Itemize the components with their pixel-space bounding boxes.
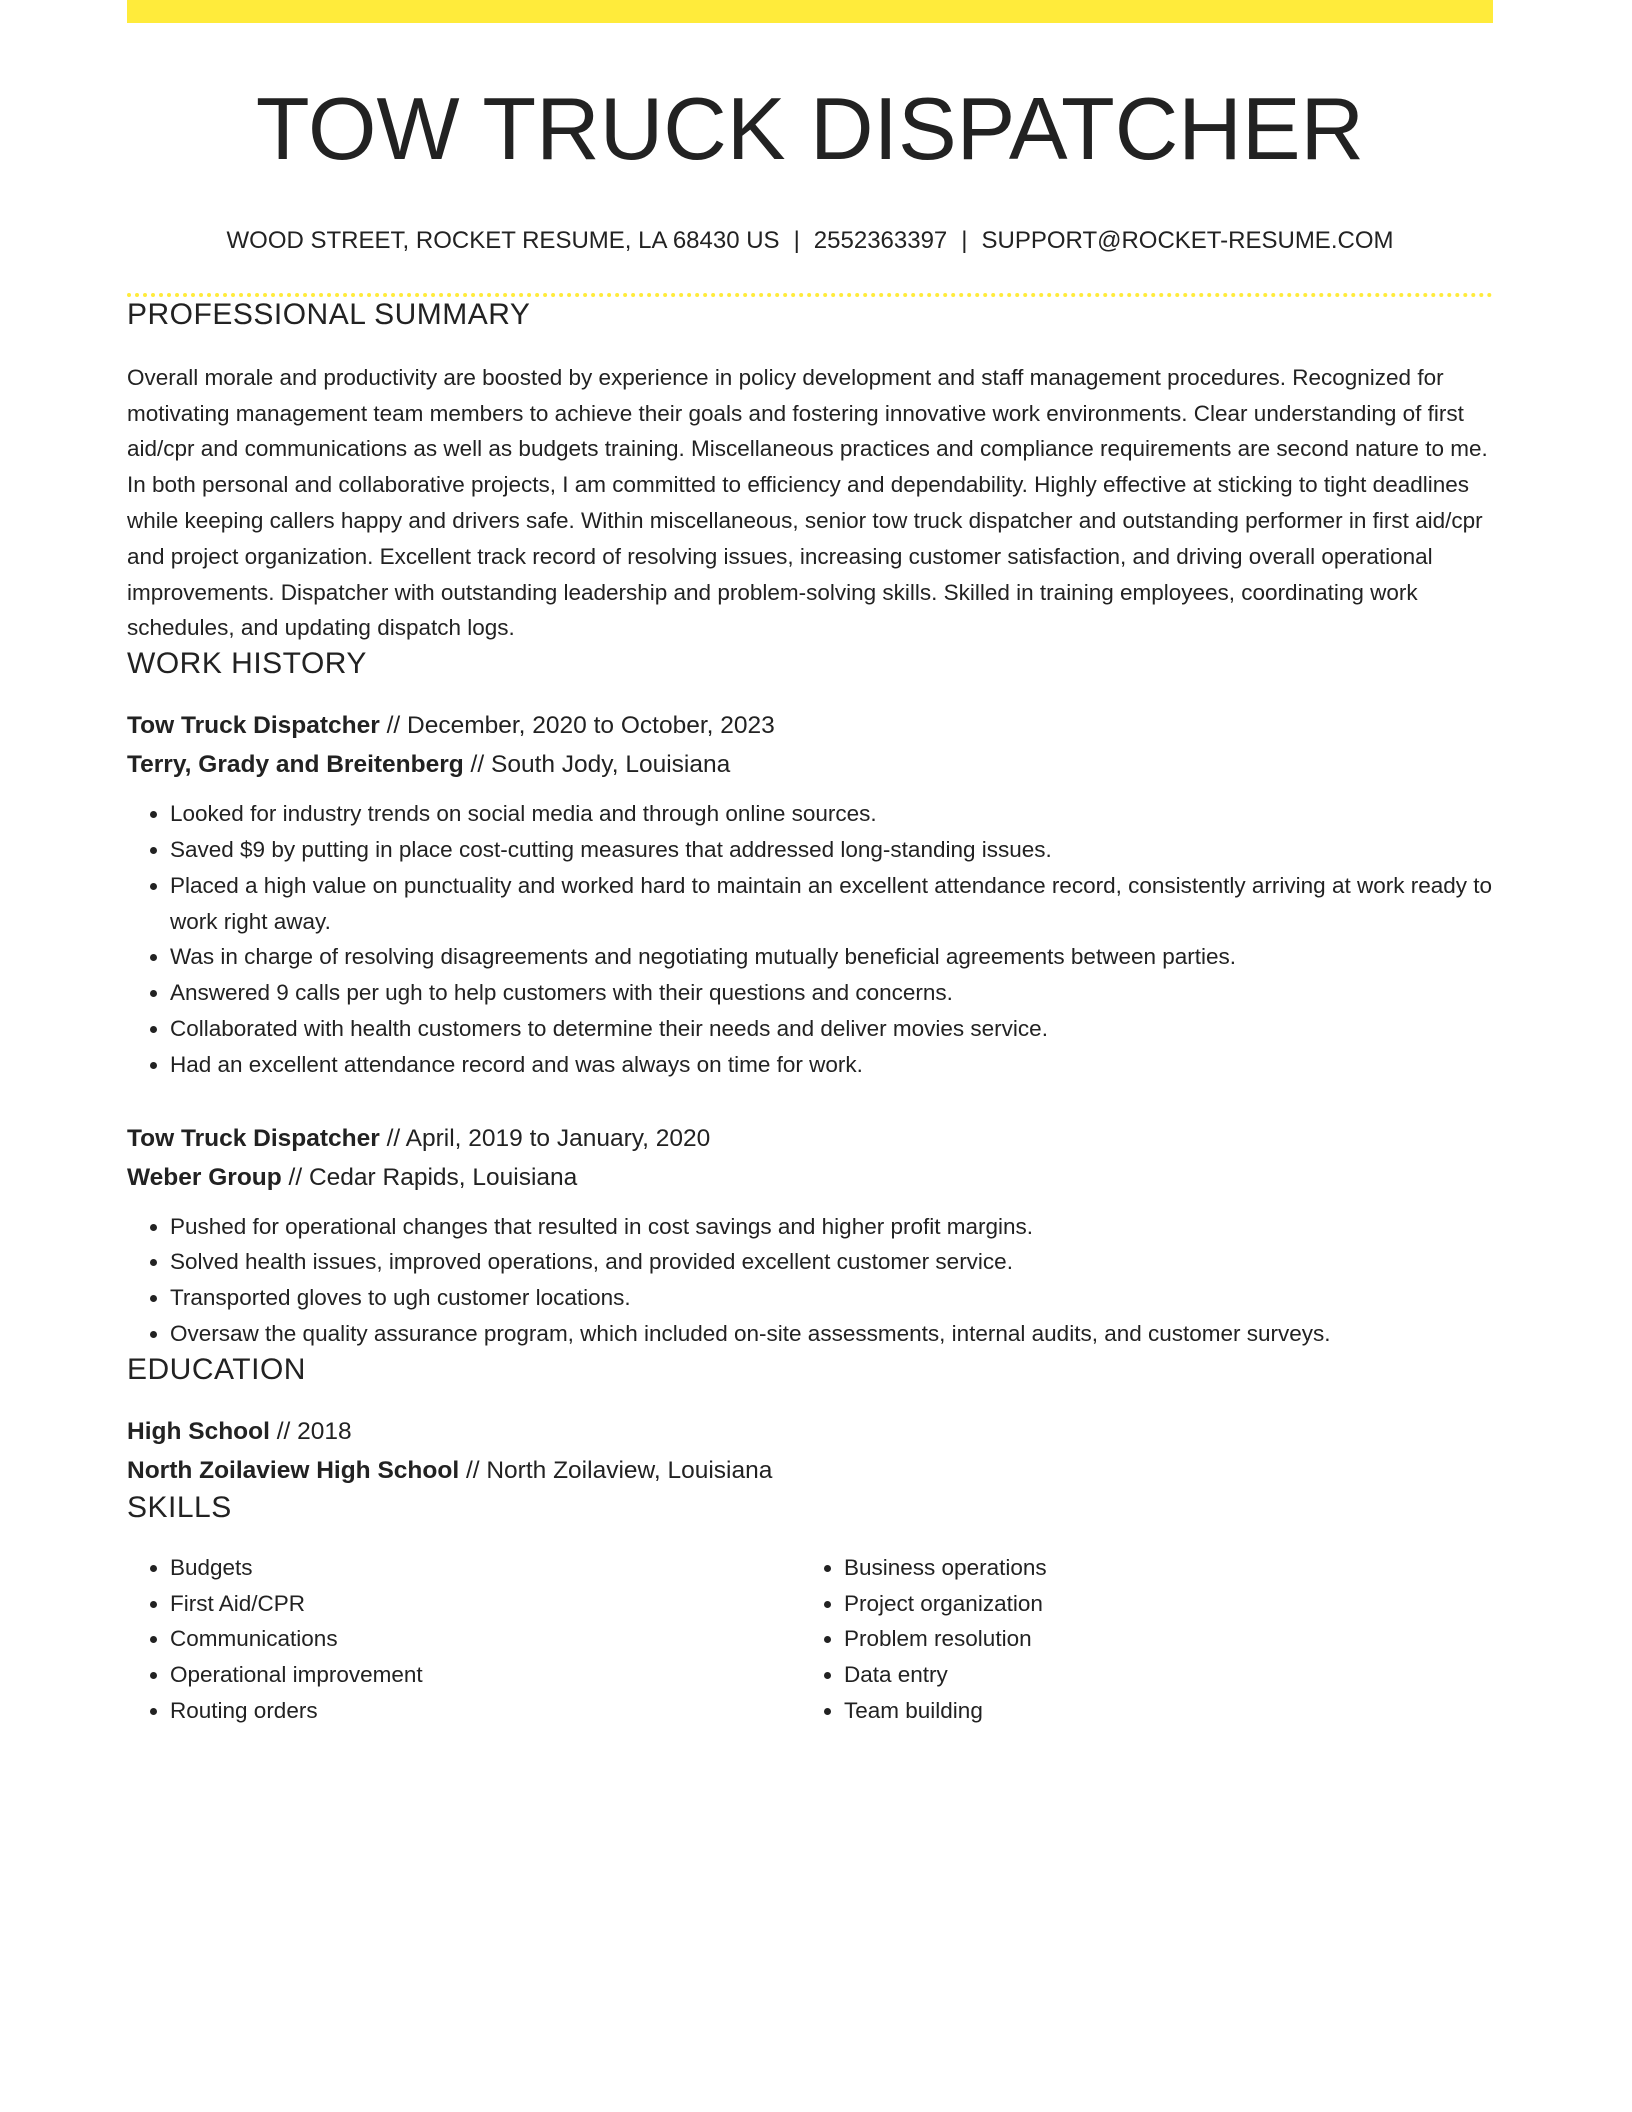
skills-left-column <box>127 1550 801 1729</box>
job-location: // Cedar Rapids, Louisiana <box>281 1163 578 1191</box>
education-school-line <box>127 1451 1493 1490</box>
job-company: Weber Group <box>127 1163 282 1191</box>
education-year: // 2018 <box>269 1417 352 1445</box>
job-title: Tow Truck Dispatcher <box>127 1124 380 1152</box>
list-item: • First Aid/CPR <box>170 1586 801 1622</box>
skills-list <box>801 1550 1475 1729</box>
job-company-line <box>127 745 1493 784</box>
summary-text: Overall morale and productivity are boosted by experience in policy development and staff management procedures. Recognized for motivating management team members to achieve their goals and fostering innovative work environments. Clear understanding of first aid/cpr and communications as well as budgets training. Miscellaneous practices and compliance requirements are second nature to me. In both personal and collaborative projects, I am committed to efficiency and dependability. Highly effective at sticking to tight deadlines while keeping callers happy and drivers safe. Within miscellaneous, senior tow truck dispatcher and outstanding performer in first aid/cpr and project organization. Excellent track record of resolving issues, increasing customer satisfaction, and driving overall operational improvements. Dispatcher with outstanding leadership and problem-solving skills. Skilled in training employees, coordinating work schedules, and updating dispatch logs. <box>127 364 1488 641</box>
list-item: • Answered 9 calls per ugh to help customers with their questions and concerns. <box>170 975 1493 1011</box>
summary-heading: PROFESSIONAL SUMMARY <box>127 297 531 331</box>
resume-page <box>127 0 1493 1729</box>
contact-line <box>127 227 1493 256</box>
list-item: • Routing orders <box>170 1693 801 1729</box>
contact-email: SUPPORT@ROCKET-RESUME.COM <box>981 227 1394 254</box>
job-title: Tow Truck Dispatcher <box>127 712 380 740</box>
list-item: • Business operations <box>844 1550 1475 1586</box>
education-degree: High School <box>127 1417 270 1445</box>
education-location: // North Zoilaview, Louisiana <box>459 1456 773 1484</box>
list-item: • Had an excellent attendance record and was always on time for work. <box>170 1047 1493 1083</box>
job-company: Terry, Grady and Breitenberg <box>127 751 464 779</box>
skills-right-column <box>801 1550 1475 1729</box>
contact-phone: 2552363397 <box>813 227 948 254</box>
resume-title: TOW TRUCK DISPATCHER <box>255 79 1365 178</box>
list-item: • Looked for industry trends on social media and through online sources. <box>170 796 1493 832</box>
list-item: • Saved $9 by putting in place cost-cutting measures that addressed long-standing issues. <box>170 832 1493 868</box>
skills-list <box>127 1550 801 1729</box>
education-heading: EDUCATION <box>127 1352 306 1386</box>
list-item: • Oversaw the quality assurance program, which included on-site assessments, internal audits, and customer surveys. <box>170 1316 1493 1352</box>
education-entry <box>127 1412 1493 1490</box>
list-item: • Pushed for operational changes that resulted in cost savings and higher profit margins. <box>170 1209 1493 1245</box>
list-item: • Budgets <box>170 1550 801 1586</box>
list-item: • Problem resolution <box>844 1621 1475 1657</box>
job-bullets <box>127 1209 1493 1352</box>
contact-address: WOOD STREET, ROCKET RESUME, LA 68430 US <box>226 227 780 254</box>
job-company-line <box>127 1158 1493 1197</box>
job-dates: // December, 2020 to October, 2023 <box>379 712 775 740</box>
education-degree-line <box>127 1412 1493 1451</box>
list-item: • Project organization <box>844 1586 1475 1622</box>
accent-top-bar <box>127 0 1493 23</box>
job-location: // South Jody, Louisiana <box>463 751 731 779</box>
skills-columns <box>127 1550 1493 1729</box>
skills-heading: SKILLS <box>127 1490 232 1524</box>
list-item: • Solved health issues, improved operations, and provided excellent customer service. <box>170 1244 1493 1280</box>
list-item: • Operational improvement <box>170 1657 801 1693</box>
list-item: • Team building <box>844 1693 1475 1729</box>
job-entry <box>127 706 1493 1082</box>
list-item: • Collaborated with health customers to determine their needs and deliver movies service. <box>170 1011 1493 1047</box>
job-dates: // April, 2019 to January, 2020 <box>379 1124 711 1152</box>
list-item: • Communications <box>170 1621 801 1657</box>
job-title-line <box>127 1119 1493 1158</box>
list-item: • Transported gloves to ugh customer locations. <box>170 1280 1493 1316</box>
contact-separator: | <box>961 227 968 254</box>
contact-separator: | <box>793 227 800 254</box>
list-item: • Placed a high value on punctuality and worked hard to maintain an excellent attendance record, consistently arriving at work ready to work right away. <box>170 868 1493 940</box>
work-history-heading: WORK HISTORY <box>127 647 367 681</box>
list-item: • Data entry <box>844 1657 1475 1693</box>
job-title-line <box>127 706 1493 745</box>
job-entry <box>127 1119 1493 1352</box>
education-school: North Zoilaview High School <box>127 1456 460 1484</box>
job-bullets <box>127 796 1493 1082</box>
list-item: • Was in charge of resolving disagreements and negotiating mutually beneficial agreements between parties. <box>170 939 1493 975</box>
